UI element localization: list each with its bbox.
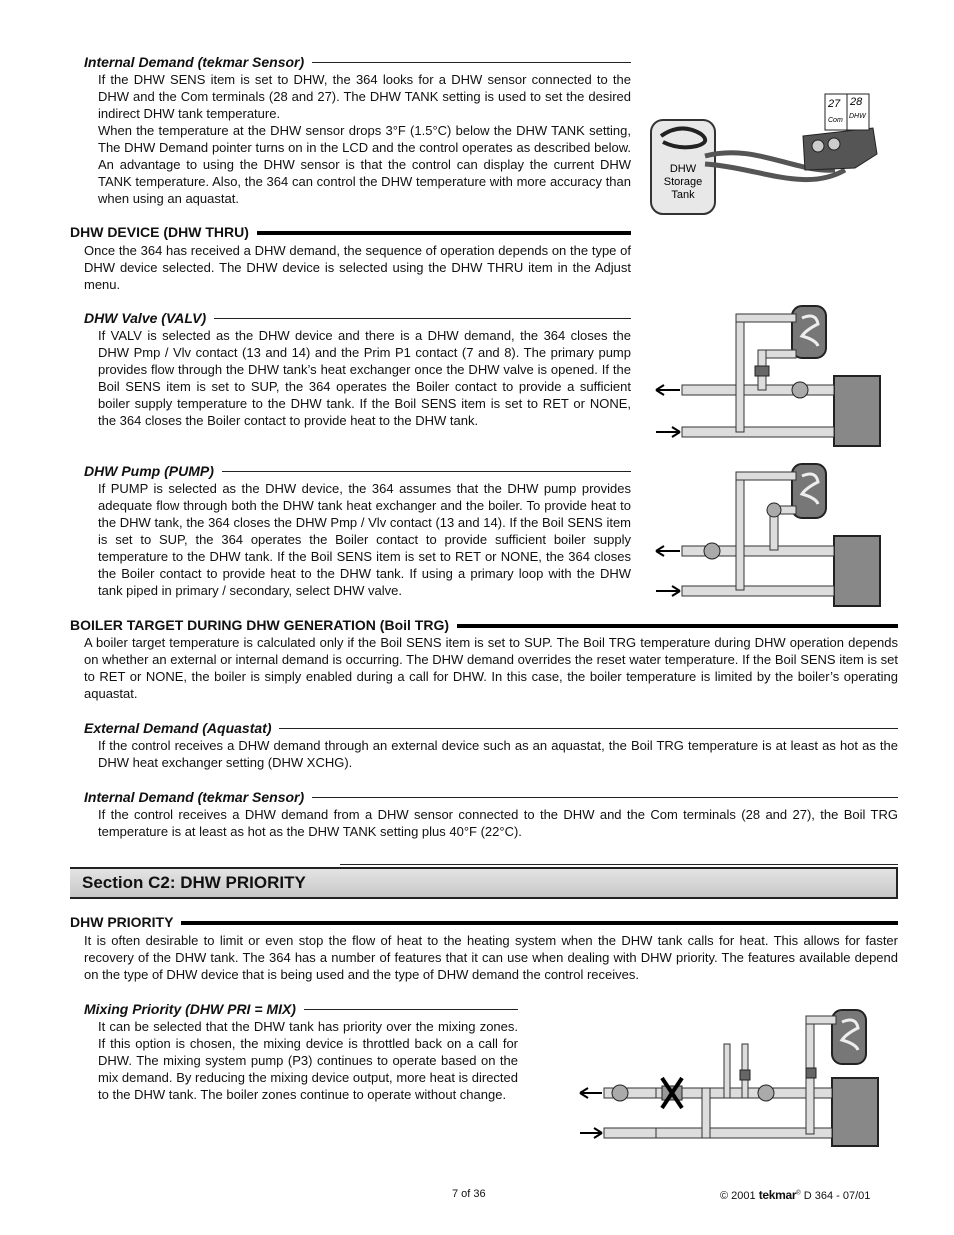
heading-external-demand (84, 720, 898, 737)
internal-demand-2-body (98, 806, 898, 840)
riser-pipe (736, 314, 744, 432)
return-pipe (682, 586, 834, 596)
mix-pipe (656, 1128, 706, 1138)
dhw-priority-body (84, 932, 898, 983)
paragraph: If VALV is selected as the DHW device and there is a DHW demand, the 364 closes the DHW Pmp / Vlv contact (13 and 14) and the Prim P1 contact (7 and 8). The primary pump provides flow through the DHW tank’s heat exchanger once the DHW valve is opened. If the Boil SENS item is set to SUP, the 364 operates the Boiler contact to provide a sufficient boiler supply temperature to the DHW tank. If the Boil SENS item is set to RET or NONE, the 364 closes the Boiler contact to provide heat to the DHW tank. (98, 328, 631, 428)
paragraph: Once the 364 has received a DHW demand, the sequence of operation depends on the type of DHW device selected. The DHW device is selected using the DHW THRU item in the Adjust menu. (84, 243, 631, 292)
flow-in-arrow-icon (580, 1128, 602, 1138)
paragraph: If the control receives a DHW demand through an external device such as an aquastat, the Boil TRG temperature is at least as hot as the DHW heat exchanger setting (DHW XCHG). (98, 738, 898, 770)
heading-rule (312, 797, 898, 798)
zone-pipe (724, 1044, 730, 1098)
pump-icon (758, 1085, 774, 1101)
paragraph: If the control receives a DHW demand from a DHW sensor connected to the DHW and the Com terminals (28 and 27), the Boil TRG temperature is at least as hot as the DHW TANK setting plus 40°F (22°C). (98, 807, 898, 839)
heading-text: DHW Valve (VALV) (84, 310, 207, 326)
terminal-dhw-label: DHW (849, 113, 866, 120)
heading-text: Mixing Priority (DHW PRI = MIX) (84, 1001, 296, 1017)
heading-text: DHW DEVICE (DHW THRU) (70, 224, 249, 240)
tank-pipe (806, 1016, 836, 1024)
heading-text: Internal Demand (tekmar Sensor) (84, 789, 305, 805)
dhw-sensor-diagram (645, 88, 890, 218)
tank-pipe (736, 472, 796, 480)
external-demand-body (98, 737, 898, 771)
terminal-28-label: 28 (850, 96, 863, 108)
heading-rule (257, 231, 631, 235)
pump-icon (792, 382, 808, 398)
document-code: D 364 - 07/01 (803, 1190, 871, 1202)
page-number: 7 of 36 (452, 1188, 486, 1200)
flow-in-arrow-icon (656, 586, 680, 596)
heading-rule (312, 62, 631, 63)
paragraph: When the temperature at the DHW sensor drops 3°F (1.5°C) below the DHW TANK setting, The DHW Demand pointer turns on in the LCD and the control operates as described below. An advantage to using the DHW sensor is that the control can display the current DHW TANK temperature. Also, the 364 can control the DHW temperature with more accuracy than when using an aquastat. (98, 123, 631, 206)
terminal-27-label: 27 (828, 98, 841, 110)
heading-internal-demand (84, 54, 631, 71)
return-pipe (604, 1128, 656, 1138)
heading-dhw-priority (70, 914, 898, 931)
heading-boiler-target (70, 617, 898, 634)
flow-out-arrow-icon (656, 385, 680, 395)
heading-rule (279, 728, 898, 729)
heading-text: DHW Pump (PUMP) (84, 463, 214, 479)
mixing-priority-body (98, 1018, 518, 1103)
section-c2-header (70, 867, 898, 899)
copyright-text: © 2001 (720, 1190, 756, 1202)
tank-label-line: Tank (671, 189, 695, 201)
dhw-tank (832, 1010, 866, 1064)
dhw-tank (792, 464, 826, 518)
tank-label-line: DHW (669, 163, 697, 175)
section-top-rule (340, 864, 898, 865)
flow-out-arrow-icon (580, 1088, 602, 1098)
heading-rule (181, 921, 898, 925)
heading-rule (304, 1009, 518, 1010)
heading-mixing-priority (84, 1001, 518, 1018)
riser-pipe (736, 472, 744, 590)
heading-internal-demand-2 (84, 789, 898, 806)
tekmar-logo: tekmar (758, 1188, 797, 1202)
heading-rule (214, 318, 631, 319)
boiler-target-body (84, 634, 898, 702)
paragraph: If the DHW SENS item is set to DHW, the 364 looks for a DHW sensor connected to the DHW and the Com terminals (28 and 27). The DHW TANK setting is used to set the desired indirect DHW tank temperature. (98, 72, 631, 121)
zone-valve-icon (740, 1070, 750, 1080)
heading-text: External Demand (Aquastat) (84, 720, 272, 736)
paragraph: It is often desirable to limit or even stop the flow of heat to the heating system when the DHW tank calls for heat. This allows for faster recovery of the DHW tank. The 364 has a number of features that it can use when dealing with DHW priority. The features available depend on the type of DHW device that is being used and the type of DHW demand the control receives. (84, 933, 898, 982)
heading-text: BOILER TARGET DURING DHW GENERATION (Boil TRG) (70, 617, 450, 633)
heading-dhw-valve (84, 310, 631, 327)
paragraph: If PUMP is selected as the DHW device, the 364 assumes that the DHW pump provides adequate flow through both the DHW tank heat exchanger and the boiler. To provide heat to the DHW tank, the 364 closes the DHW Pmp / Vlv contact (13 and 14). If the Boil SENS item is set to SUP, the 364 operates the Boiler contact to provide sufficient boiler supply temperature to the DHW tank. If the Boil SENS item is set to RET or NONE, the 364 closes the Boiler contact to provide heat to the DHW tank. If using a primary loop with the DHW tank piped in primary / secondary, select DHW valve. (98, 481, 631, 598)
footer-copyright: © 2001 tekmar® D 364 - 07/01 (720, 1188, 871, 1202)
zone-valve-icon (806, 1068, 816, 1078)
flow-out-arrow-icon (656, 546, 680, 556)
boiler (832, 1078, 878, 1146)
dhw-tank (792, 306, 826, 358)
dhw-pump-icon (767, 503, 781, 517)
section-title: Section C2: DHW PRIORITY (82, 873, 306, 892)
flow-in-arrow-icon (656, 427, 680, 437)
heading-rule (222, 471, 631, 472)
return-pipe (682, 427, 834, 437)
zone-valve-icon (755, 366, 769, 376)
cross-pipe (702, 1088, 710, 1138)
dhw-valve-body (98, 327, 631, 429)
dhw-device-body (84, 242, 631, 293)
heading-text: DHW PRIORITY (70, 914, 174, 930)
tank-pipe (736, 314, 796, 322)
tank-label-line: Storage (663, 176, 703, 188)
pump-icon (612, 1085, 628, 1101)
paragraph: A boiler target temperature is calculated only if the Boil SENS item is set to SUP. The Boil TRG temperature during DHW operation depends on whether an external or internal demand is occurring. The DHW demand overrides the reset water temperature. If the Boil SENS item is set to RET or NONE, the boiler is simply enabled during a call for DHW. In this case, the boiler temperature is limited by the boiler’s operating aquastat. (84, 635, 898, 701)
paragraph: It can be selected that the DHW tank has priority over the mixing zones. If this option is chosen, the mixing device is throttled back on a call for DHW. The mixing system pump (P3) continues to operate based on the mix demand. By reducing the mixing device output, more heat is directed to the DHW tank. The boiler zones continue to operate without change. (98, 1019, 518, 1102)
dhw-valve-piping-diagram (652, 300, 892, 450)
dhw-pump-piping-diagram (652, 458, 892, 608)
heading-dhw-pump (84, 463, 631, 480)
pump-icon (704, 543, 720, 559)
boiler (834, 376, 880, 446)
dhw-pump-body (98, 480, 631, 599)
terminal-com-label: Com (828, 117, 843, 124)
terminal-screw-icon (812, 140, 824, 152)
terminal-screw-icon (828, 138, 840, 150)
internal-demand-body (98, 71, 631, 207)
heading-text: Internal Demand (tekmar Sensor) (84, 54, 305, 70)
heading-rule (457, 624, 898, 628)
mixing-priority-piping-diagram (578, 1004, 883, 1149)
boiler (834, 536, 880, 606)
heading-dhw-device (70, 224, 631, 241)
